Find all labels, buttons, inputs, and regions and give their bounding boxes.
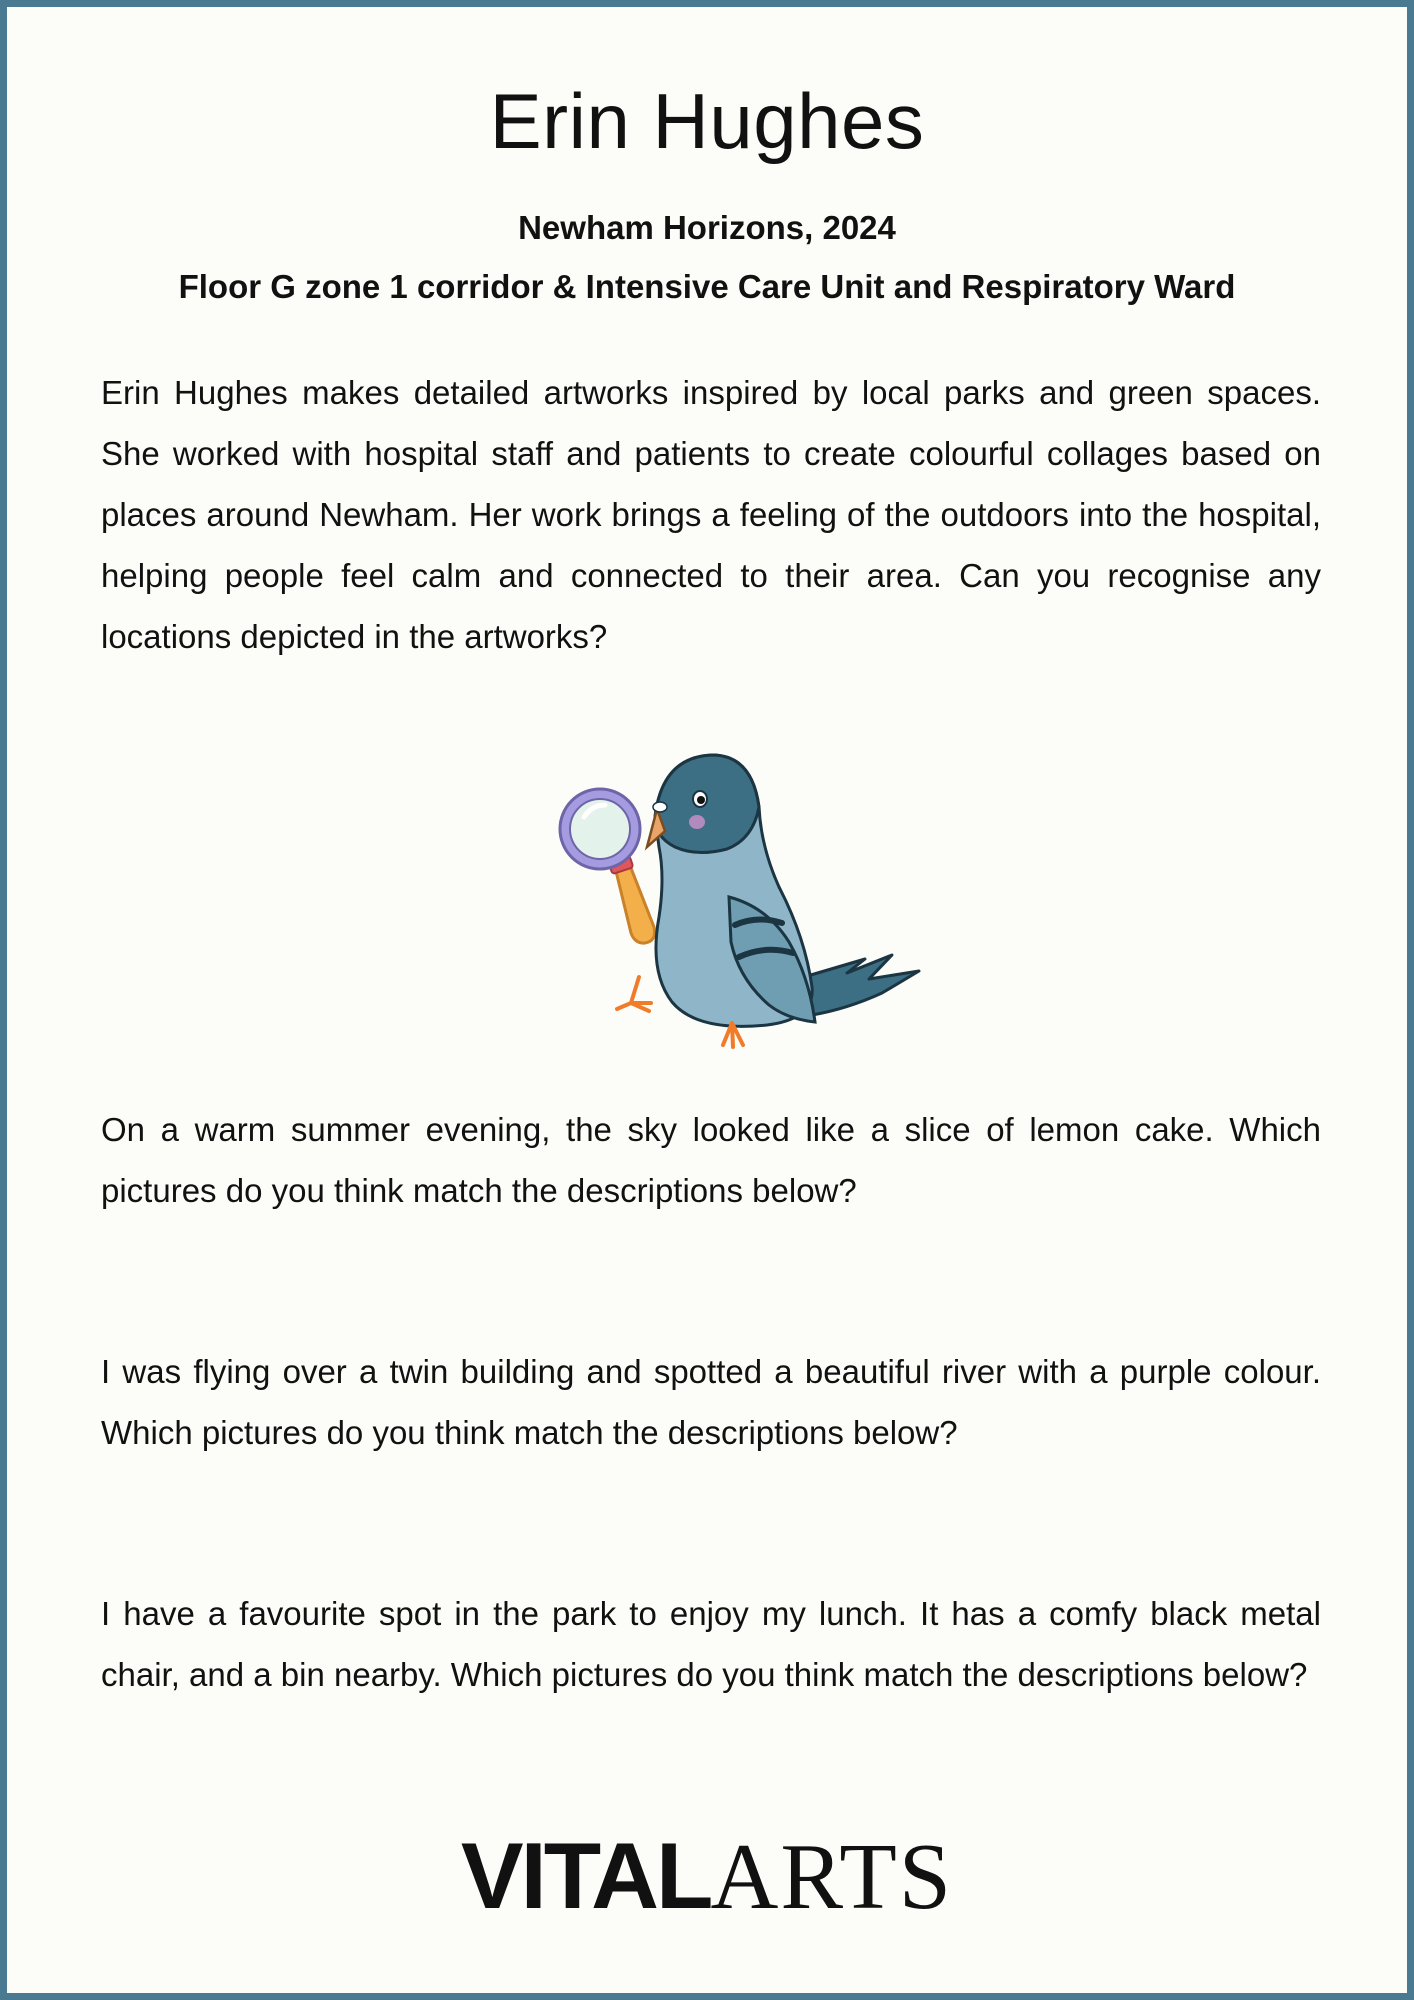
question-paragraph-3: I have a favourite spot in the park to enjoy my lunch. It has a comfy black metal chair, and a bin nearby. Which pictures do you think match the descriptions below?	[101, 1595, 1321, 1693]
vital-arts-logo	[7, 1823, 1407, 1929]
logo-part-arts: ARTS	[710, 1825, 954, 1929]
logo-part-vital: VITAL	[460, 1823, 711, 1928]
pigeon-with-magnifying-glass-icon	[547, 747, 927, 1057]
artist-name-title: Erin Hughes	[489, 77, 925, 165]
pigeon-head	[655, 755, 759, 853]
question-paragraph-2: I was flying over a twin building and spotted a beautiful river with a purple colour. Which pictures do you think match the descriptions below?	[101, 1353, 1321, 1451]
programme-subtitle: Newham Horizons, 2024	[518, 209, 896, 246]
intro-paragraph: Erin Hughes makes detailed artworks inspired by local parks and green spaces. She worked with hospital staff and patients to create colourful collages based on places around Newham. Her work brings a feeling of the outdoors into the hospital, helping people feel calm and connected to their area. Can you recognise any locations depicted in the artworks?	[101, 374, 1321, 655]
pigeon-feet	[617, 977, 651, 1011]
magnifier-handle	[615, 863, 655, 943]
question-paragraph-1: On a warm summer evening, the sky looked like a slice of lemon cake. Which pictures do you think match the descriptions below?	[101, 1111, 1321, 1209]
location-subtitle: Floor G zone 1 corridor & Intensive Care Unit and Respiratory Ward	[178, 268, 1236, 305]
